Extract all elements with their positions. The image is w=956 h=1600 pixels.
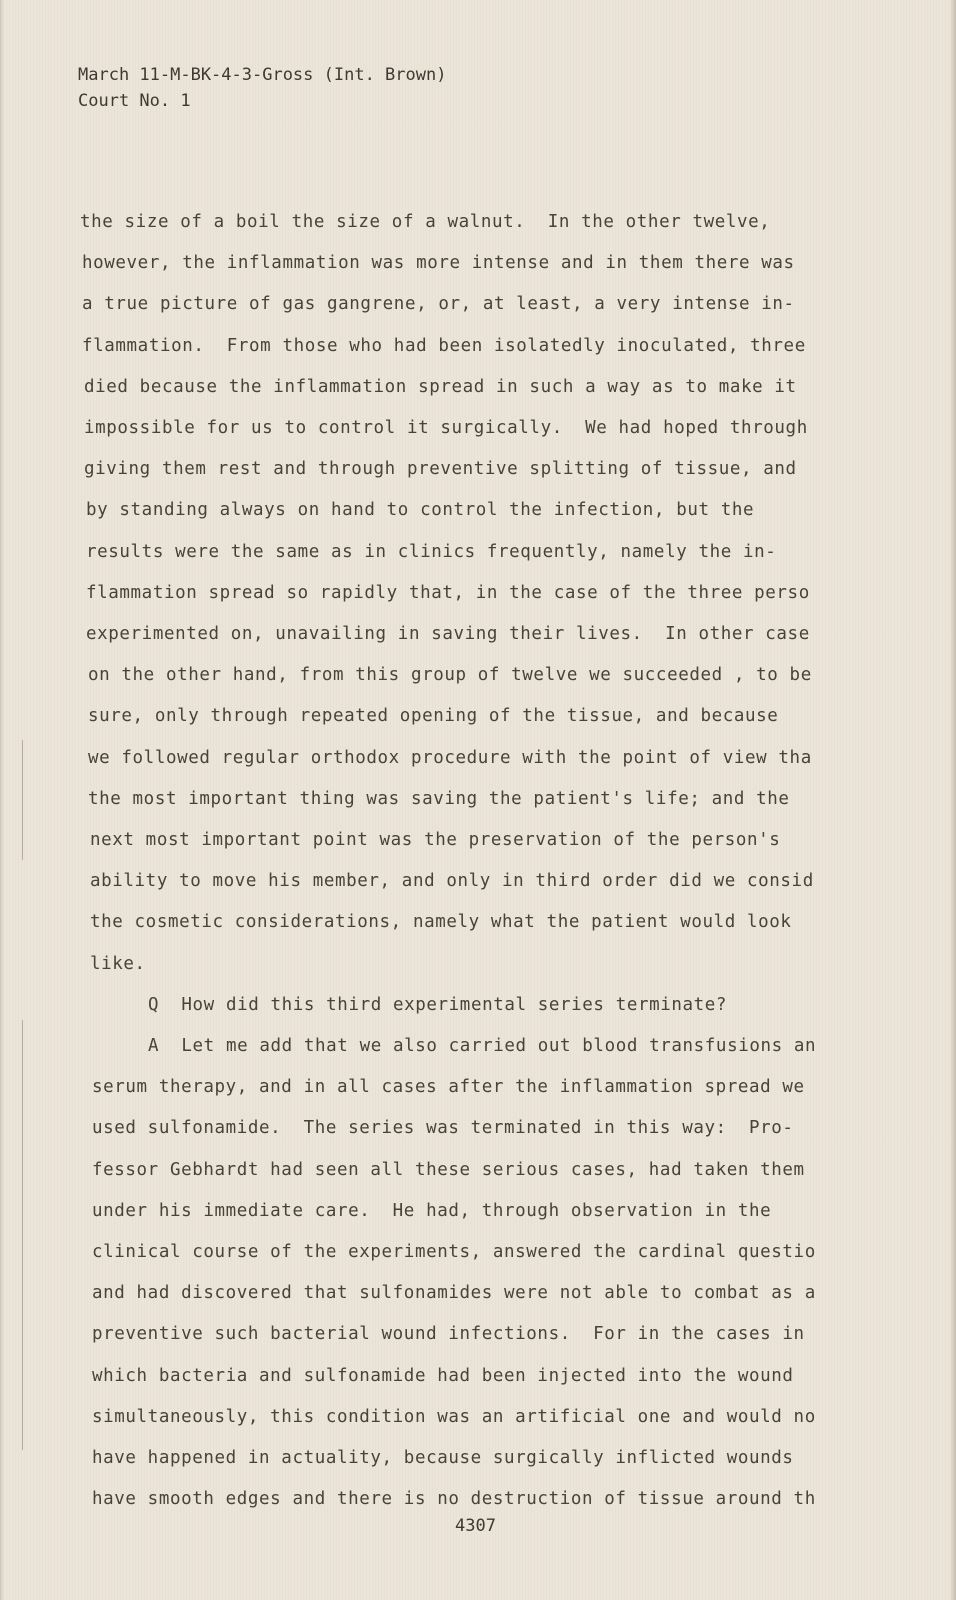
page-left-edge — [0, 0, 4, 1600]
transcript-line: which bacteria and sulfonamide had been injected into the wound — [92, 1365, 794, 1386]
transcript-body — [80, 202, 880, 1521]
transcript-line: experimented on, unavailing in saving their lives. In other case — [86, 624, 810, 645]
header-case-reference: March 11-M-BK-4-3-Gross (Int. Brown) — [78, 65, 447, 85]
transcript-line: the most important thing was saving the patient's life; and the — [88, 788, 790, 809]
transcript-line: ability to move his member, and only in third order did we consid — [90, 871, 814, 892]
transcript-line: used sulfonamide. The series was terminated in this way: Pro- — [92, 1118, 794, 1139]
transcript-line: under his immediate care. He had, through observation in the — [92, 1200, 772, 1221]
transcript-line: and had discovered that sulfonamides were not able to combat as a — [92, 1283, 816, 1304]
transcript-line: we followed regular orthodox procedure with the point of view tha — [88, 747, 812, 768]
answer-line: A Let me add that we also carried out blood transfusions an — [148, 1036, 817, 1057]
transcript-line: clinical course of the experiments, answered the cardinal questio — [92, 1242, 816, 1263]
transcript-line: impossible for us to control it surgically. We had hoped through — [84, 418, 808, 439]
transcript-line: by standing always on hand to control the infection, but the — [86, 500, 755, 521]
transcript-line: flammation. From those who had been isolatedly inoculated, three — [82, 335, 806, 356]
transcript-line: have smooth edges and there is no destruction of tissue around th — [92, 1489, 816, 1510]
transcript-line: however, the inflammation was more intense and in them there was — [82, 253, 795, 274]
page-number: 4307 — [455, 1516, 496, 1536]
transcript-line: fessor Gebhardt had seen all these serious cases, had taken them — [92, 1159, 805, 1180]
transcript-line: serum therapy, and in all cases after the inflammation spread we — [92, 1077, 805, 1098]
transcript-line: have happened in actuality, because surgically inflicted wounds — [92, 1448, 794, 1469]
document-header — [78, 62, 446, 114]
margin-mark — [22, 740, 23, 860]
transcript-line: flammation spread so rapidly that, in the case of the three perso — [86, 582, 810, 603]
transcript-line: a true picture of gas gangrene, or, at least, a very intense in- — [82, 294, 795, 315]
transcript-line: giving them rest and through preventive splitting of tissue, and — [84, 459, 797, 480]
transcript-line: sure, only through repeated opening of the tissue, and because — [88, 706, 779, 727]
transcript-line: preventive such bacterial wound infections. For in the cases in — [92, 1324, 805, 1345]
transcript-line: the size of a boil the size of a walnut. In the other twelve, — [80, 212, 771, 232]
margin-mark — [22, 1020, 23, 1450]
transcript-line: on the other hand, from this group of twelve we succeeded , to be — [88, 665, 812, 686]
transcript-line: like. — [90, 953, 146, 974]
question-line: Q How did this third experimental series terminate? — [148, 994, 728, 1015]
transcript-line: died because the inflammation spread in such a way as to make it — [84, 376, 797, 397]
header-court-number: Court No. 1 — [78, 91, 191, 111]
transcript-line: results were the same as in clinics frequently, namely the in- — [86, 541, 777, 562]
transcript-line: next most important point was the preservation of the person's — [90, 830, 781, 851]
page-right-edge — [950, 0, 956, 1600]
transcript-line: simultaneously, this condition was an artificial one and would no — [92, 1406, 816, 1427]
transcript-line: the cosmetic considerations, namely what the patient would look — [90, 912, 792, 933]
